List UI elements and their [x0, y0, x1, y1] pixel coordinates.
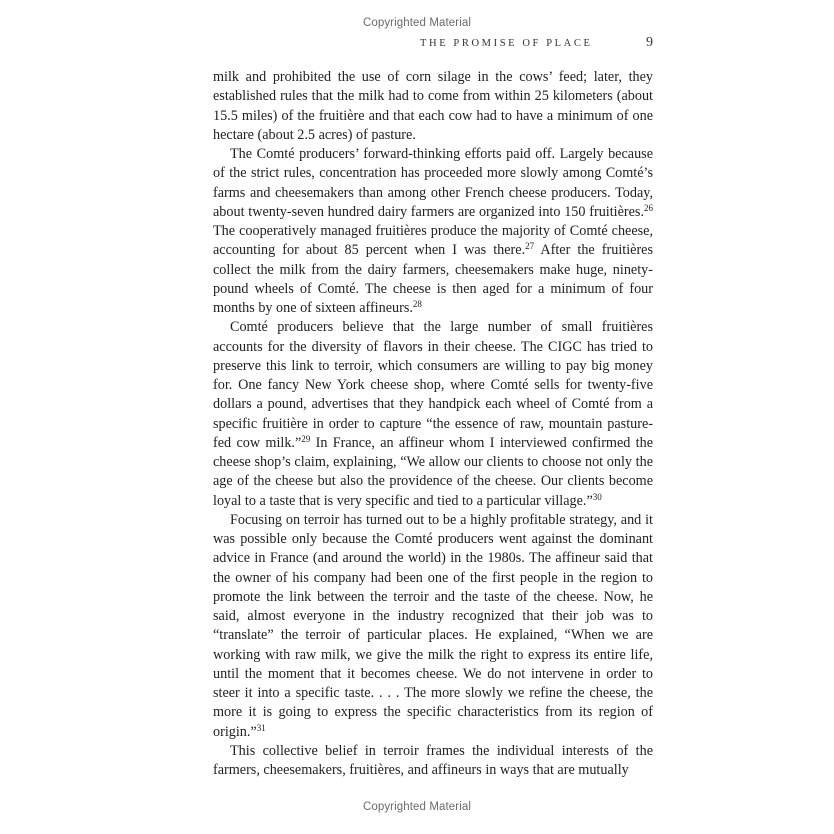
paragraph-text: milk and prohibited the use of corn silage in the cows’ feed; later, they established rules that the milk had to come from within 25 kilometers (about 15.5 miles) of the fruitière and that each cow had to have a minimum of one hectare (about 2.5 acres) of pasture. — [213, 69, 653, 143]
paragraph — [213, 742, 653, 781]
footnote-ref: 26 — [644, 202, 653, 213]
paragraph-text: Focusing on terroir has turned out to be a highly profitable strategy, and it was possible only because the Comté producers went against the dominant advice in France (and around the world) in the 1980s. The affineur said that the owner of his company had been one of the first people in the region to promote the link between the terroir and the taste of the cheese. Now, he said, almost everyone in the industry recognized that their job was to “translate” the terroir of particular places. He explained, “When we are working with raw milk, we give the milk the right to express its entire life, until the moment that it becomes cheese. We do not intervene in order to steer it into a specific taste. . . . The more slowly we refine the cheese, the more it is going to express the specific characteristics from its region of origin.” — [213, 511, 653, 740]
footnote-ref: 31 — [256, 722, 266, 733]
paragraph-text: The Comté producers’ forward-thinking efforts paid off. Largely because of the strict rules, concentration has proceeded more slowly among Comté’s farms and cheesemakers than among other French cheese producers. Today, about twenty-seven hundred dairy farmers are organized into 150 fruitières. — [213, 146, 653, 220]
paragraph-text: In France, an affineur whom I interviewed confirmed the cheese shop’s claim, explaining, “We allow our clients to choose not only the age of the cheese but also the providence of the cheese. Our clients become loyal to a taste that is very specific and tied to a particular village.” — [213, 434, 653, 509]
paragraph-text: Comté producers believe that the large number of small fruitières accounts for the diversity of flavors in their cheese. The CIGC has tried to preserve this link to terroir, which consumers are willing to pay big money for. One fancy New York cheese shop, where Comté sells for twenty-five dollars a pound, advertises that they handpick each wheel of Comté from a specific fruitière in order to capture “the essence of raw, mountain pasture-fed cow milk.” — [213, 319, 653, 451]
paragraph — [213, 68, 653, 145]
footnote-ref: 28 — [412, 299, 422, 309]
paragraph-text: This collective belief in terroir frames the individual interests of the farmers, cheesemakers, fruitières, and affineurs in ways that are mutually — [213, 742, 653, 778]
body-text — [213, 68, 653, 780]
page-number: 9 — [646, 35, 653, 50]
footnote-ref: 29 — [301, 433, 311, 444]
paragraph — [213, 511, 653, 742]
footnote-ref: 27 — [525, 241, 535, 252]
paragraph — [213, 318, 653, 511]
paragraph-text: The cooperatively managed fruitières produce the majority of Comté cheese, accounting for about 85 percent when I was there. — [213, 223, 653, 259]
copyright-watermark-top: Copyrighted Material — [362, 17, 472, 29]
running-head: THE PROMISE OF PLACE — [420, 38, 593, 49]
paragraph — [213, 145, 653, 318]
paragraph-text: After the fruitières collect the milk from the dairy farmers, cheesemakers make huge, ninety-pound wheels of Comté. The cheese is then aged for a minimum of four months by one of sixteen affineurs. — [213, 242, 653, 316]
footnote-ref: 30 — [592, 491, 602, 502]
copyright-watermark-bottom: Copyrighted Material — [362, 801, 472, 813]
